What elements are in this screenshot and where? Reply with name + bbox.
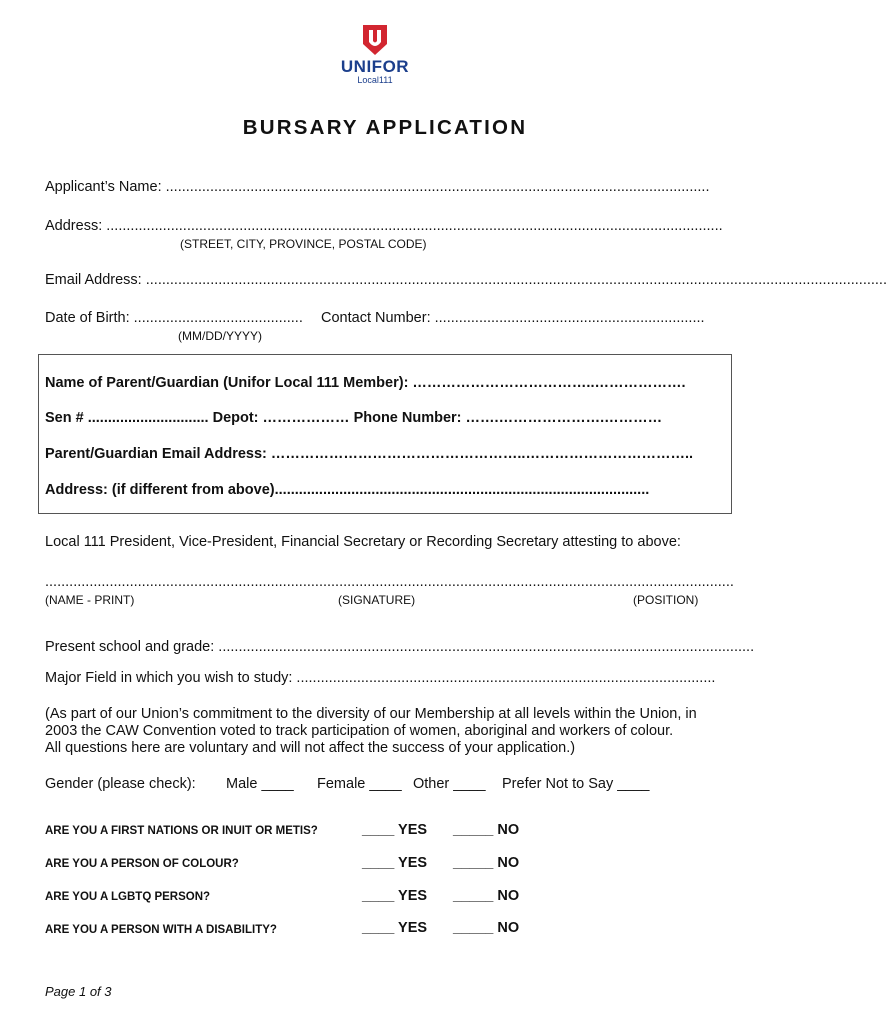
diversity-line-2: 2003 the CAW Convention voted to track participation of women, aboriginal and workers of colour. <box>45 723 674 739</box>
question-person-of-colour: ARE YOU A PERSON OF COLOUR? <box>45 858 239 870</box>
gender-female-option[interactable]: Female ____ <box>317 776 402 792</box>
first-nations-yes[interactable]: ____ YES <box>362 822 428 838</box>
first-nations-no[interactable]: _____ NO <box>453 822 520 838</box>
dob-field[interactable]: Date of Birth: .......................................... <box>45 310 303 326</box>
parent-address-field[interactable]: Address: (if different from above)............................................................................................. <box>45 482 650 498</box>
person-of-colour-yes[interactable]: ____ YES <box>362 855 428 871</box>
question-first-nations: ARE YOU A FIRST NATIONS OR INUIT OR METIS? <box>45 825 318 837</box>
lgbtq-no[interactable]: _____ NO <box>453 888 520 904</box>
address-field[interactable]: Address: ......................................................................................................................................................... <box>45 218 723 234</box>
dob-hint: (MM/DD/YYYY) <box>178 329 262 343</box>
logo-brand: UNIFOR <box>340 57 410 76</box>
gender-prefer-not-option[interactable]: Prefer Not to Say ____ <box>502 776 650 792</box>
person-of-colour-no[interactable]: _____ NO <box>453 855 520 871</box>
parent-name-field[interactable]: Name of Parent/Guardian (Unifor Local 111 Member): ………………………………..………………. <box>45 375 686 391</box>
applicant-name-field[interactable]: Applicant’s Name: ....................................................................................................................................... <box>45 179 710 195</box>
address-hint: (STREET, CITY, PROVINCE, POSTAL CODE) <box>180 237 427 251</box>
page-number: Page 1 of 3 <box>45 984 112 999</box>
diversity-line-1: (As part of our Union’s commitment to the diversity of our Membership at all levels within the Union, in <box>45 706 697 722</box>
name-print-label: (NAME - PRINT) <box>45 593 135 607</box>
gender-other-option[interactable]: Other ____ <box>413 776 486 792</box>
unifor-logo <box>339 24 411 96</box>
question-lgbtq: ARE YOU A LGBTQ PERSON? <box>45 891 211 903</box>
position-label: (POSITION) <box>633 593 699 607</box>
diversity-line-3: All questions here are voluntary and will not affect the success of your application.) <box>45 740 576 756</box>
logo-local: Local111 <box>357 75 393 85</box>
question-disability: ARE YOU A PERSON WITH A DISABILITY? <box>45 924 277 936</box>
signature-label: (SIGNATURE) <box>338 593 416 607</box>
lgbtq-yes[interactable]: ____ YES <box>362 888 428 904</box>
sen-depot-phone-field[interactable]: Sen # .............................. Depot: ……………… Phone Number: …….………………….………… <box>45 410 663 426</box>
unifor-shield-icon <box>362 24 388 56</box>
gender-label: Gender (please check): <box>45 776 196 792</box>
email-field[interactable]: Email Address: ........................................................................................................................................................................................ <box>45 272 887 288</box>
attestation-line[interactable]: ........................................................................................................................................................................... <box>45 574 734 590</box>
page-title: BURSARY APPLICATION <box>242 116 528 139</box>
disability-yes[interactable]: ____ YES <box>362 920 428 936</box>
disability-no[interactable]: _____ NO <box>453 920 520 936</box>
school-grade-field[interactable]: Present school and grade: ..................................................................................................................................... <box>45 639 755 655</box>
major-field[interactable]: Major Field in which you wish to study: ........................................................................................................ <box>45 670 716 686</box>
gender-male-option[interactable]: Male ____ <box>226 776 294 792</box>
contact-number-field[interactable]: Contact Number: ................................................................... <box>321 310 705 326</box>
attestation-statement: Local 111 President, Vice-President, Financial Secretary or Recording Secretary attesting to above: <box>45 534 681 550</box>
parent-email-field[interactable]: Parent/Guardian Email Address: ……………………………………………..…………………………….. <box>45 446 694 462</box>
